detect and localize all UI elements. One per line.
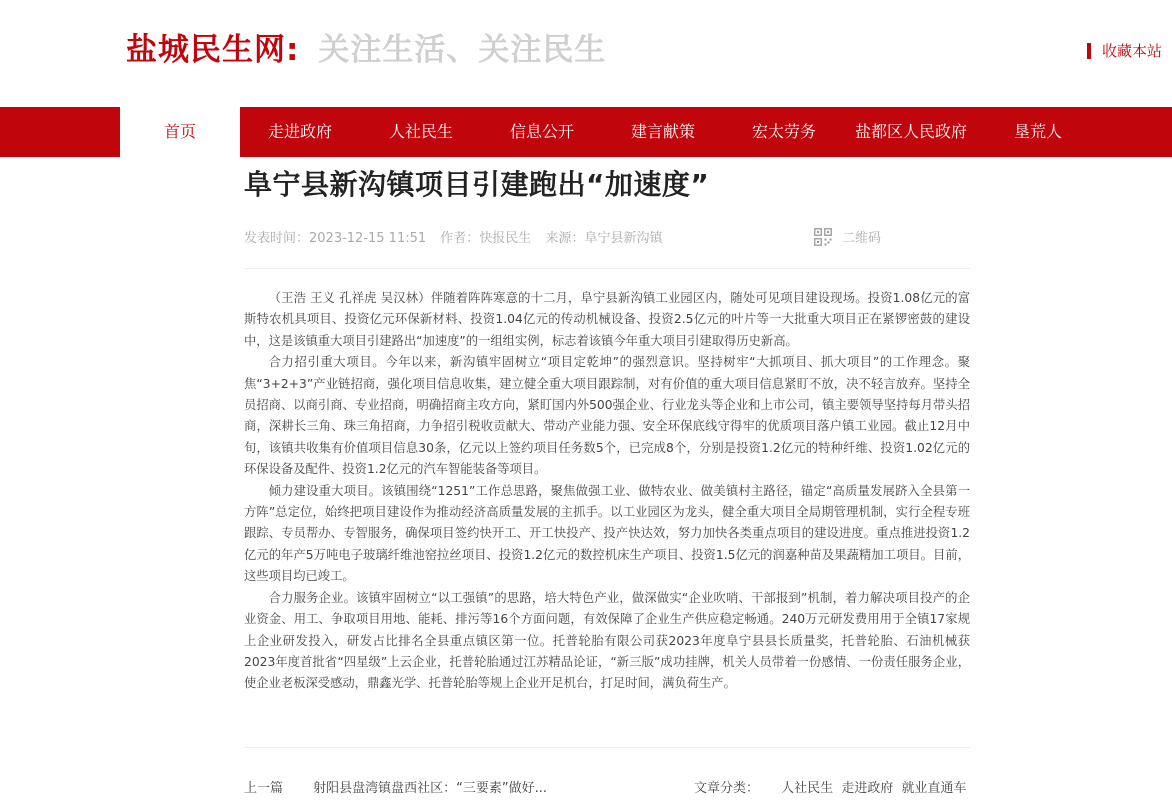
publish-time: 发表时间：2023-12-15 11:51: [244, 231, 427, 246]
article-author: 作者：快报民生: [440, 231, 532, 246]
nav-item-kenhuang-ren[interactable]: 垦荒人: [1013, 122, 1062, 141]
nav-item-yandu-government[interactable]: 盐都区人民政府: [854, 122, 967, 141]
article-paragraph: （王浩 王义 孔祥虎 吴汉林）伴随着阵阵寒意的十二月，阜宁县新沟镇工业园区内，随处可见项目建设现场。投资1.08亿元的富斯特农机具项目、投资亿元环保新材料、投资1.04亿元的传动机械设备、投资2.5亿元的叶片等一大批重大项目正在紧锣密鼓的建设中，这是该镇重大项目引建路出“加速度”的一组组实例，标志着该镇今年重大项目引建取得历史新高。: [244, 291, 970, 348]
favorite-marker-icon: [1087, 43, 1091, 59]
article-categories: [694, 777, 970, 796]
site-slogan: 关注生活、关注民生: [318, 32, 607, 68]
article-paragraph: 合力服务企业。该镇牢固树立“以工强镇”的思路，培大特色产业，做深做实“企业吹哨、干部报到”机制，着力解决项目投产的企业资金、用工、争取项目用地、能耗、排污等16个方面问题，有效保障了企业生产供应稳定畅通。240万元研发费用用于全镇17家规上企业研发投入，研发占比排名全县重点镇区第一位。托普轮胎有限公司获2023年度阜宁县县长质量奖，托普轮胎、石油机械获2023年度首批省“四星级”上云企业，托普轮胎通过江苏精品论证，“新三版”成功挂牌，机关人员带着一份感情、一份责任服务企业，使企业老板深受感动，鼎鑫光学、托普轮胎等规上企业开足机台，打足时间，满负荷生产。: [244, 590, 970, 691]
site-header: [0, 0, 1172, 107]
category-label: 文章分类：: [694, 781, 760, 796]
site-logo[interactable]: [126, 24, 606, 68]
article-title: 阜宁县新沟镇项目引建跑出“加速度”: [244, 168, 710, 201]
article-body: [244, 288, 970, 695]
article-source: 来源：阜宁县新沟镇: [545, 231, 663, 246]
article-meta: [244, 227, 970, 247]
category-tag-zoujin-zhengfu[interactable]: 走进政府: [841, 781, 894, 796]
nav-item-renshe-minsheng[interactable]: 人社民生: [388, 122, 453, 141]
article-paragraph: 倾力建设重大项目。该镇围绕“1251”工作总思路，聚焦做强工业、做特农业、做美镇村主路径，锚定“高质量发展跻入全县第一方阵”总定位，始终把项目建设作为推动经济高质量发展的主抓手。以工业园区为龙头，健全重大项目全局期管理机制，实行全程专班跟踪、专员帮办、专智服务，确保项目签约快开工、开工快投产、投产快达效，努力加快各类重点项目的建设进度。重点推进投资1.2亿元的年产5万吨电子玻璃纤维池窑拉丝项目、投资1.2亿元的数控机床生产项目、投资1.5亿元的润嘉种苗及果蔬精加工项目。目前，这些项目均已竣工。: [244, 483, 970, 584]
previous-article-label: 上一篇: [244, 781, 284, 796]
nav-item-zoujin-zhengfu[interactable]: 走进政府: [267, 122, 332, 141]
nav-item-xinxi-gongkai[interactable]: 信息公开: [509, 122, 574, 141]
article-paragraph: 合力招引重大项目。今年以来，新沟镇牢固树立“项目定乾坤”的强烈意识。坚持树牢“大抓项目、抓大项目”的工作理念。聚焦“3+2+3”产业链招商，强化项目信息收集，建立健全重大项目跟踪制，对有价值的重大项目信息紧盯不放，决不轻言放弃。坚持全员招商、以商引商、专业招商，明确招商主攻方向，紧盯国内外500强企业、行业龙头等企业和上市公司，镇主要领导坚持每月带头招商，深耕长三角、珠三角招商，力争招引税收贡献大、带动产业能力强、安全环保底线守得牢的优质项目落户镇工业园。截止12月中旬，该镇共收集有价值项目信息30条，亿元以上签约项目任务数5个，已完成8个，分别是投资1.2亿元的特种纤维、投资1.02亿元的环保设备及配件、投资1.2亿元的汽车智能装备等项目。: [244, 355, 970, 477]
site-name[interactable]: 盐城民生网: [126, 32, 286, 68]
meta-divider: [244, 268, 970, 269]
previous-article-link[interactable]: 射阳县盘湾镇盘西社区：“三要素”做好...: [313, 781, 548, 796]
nav-item-hongtai-laowu[interactable]: 宏太劳务: [751, 122, 816, 141]
nav-home[interactable]: 首页: [120, 107, 240, 157]
nav-item-jianyan-xiance[interactable]: 建言献策: [630, 122, 695, 141]
favorite-label[interactable]: 收藏本站: [1101, 42, 1162, 60]
qr-code-label[interactable]: 二维码: [842, 231, 882, 246]
qr-code-icon: [814, 228, 832, 246]
category-tag-jiuye-zhitongche[interactable]: 就业直通车: [901, 781, 967, 796]
qr-code-button[interactable]: [814, 227, 891, 246]
category-tag-renshe-minsheng[interactable]: 人社民生: [781, 781, 834, 796]
main-nav: [0, 107, 1172, 157]
body-divider: [244, 747, 970, 748]
favorite-link[interactable]: [1087, 40, 1162, 61]
site-name-colon: :: [286, 32, 299, 68]
previous-article: [244, 777, 547, 796]
